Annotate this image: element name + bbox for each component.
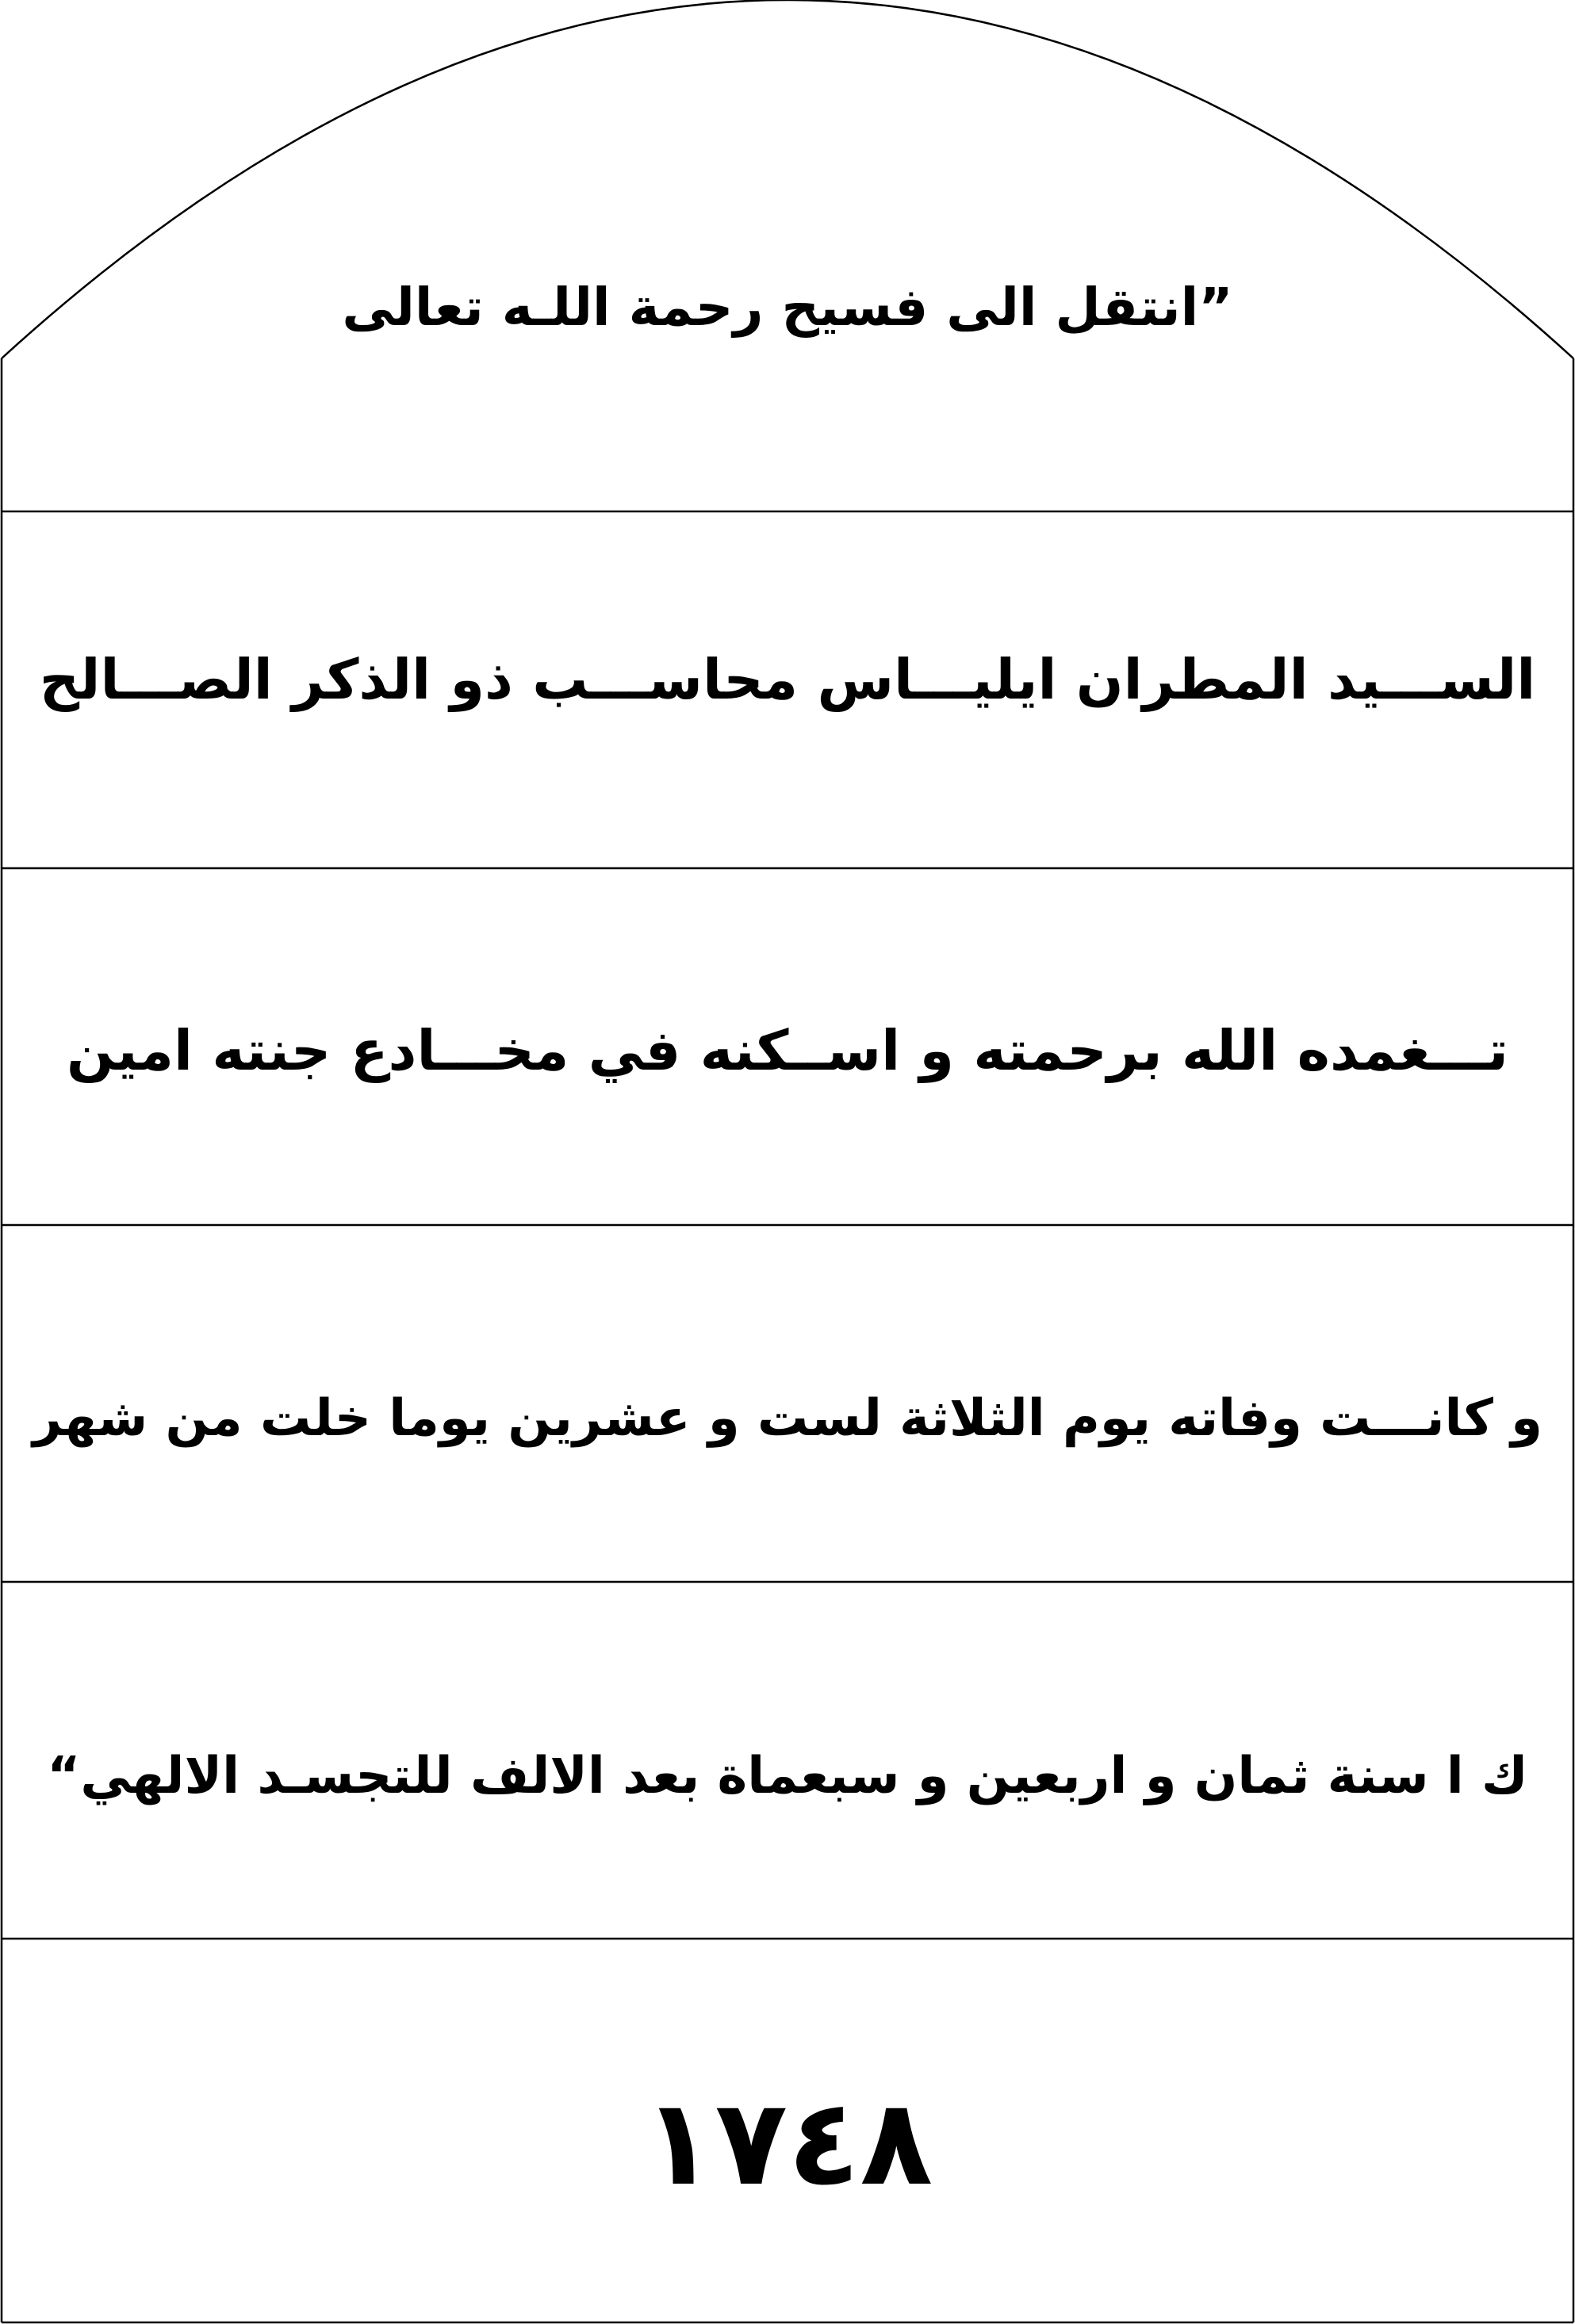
- inscription-line-1-text: ”انتقل الى فسيح رحمة اللـه تعالى: [342, 277, 1233, 338]
- inscription-year-text: ١٧٤٨: [642, 2074, 933, 2212]
- inscription-year: [0, 2074, 1575, 2212]
- inscription-line-2-text: الســـيد المطران ايليـــاس محاســـب ذو الذكر الصـــالح: [39, 647, 1536, 712]
- inscription-line-1: [0, 277, 1575, 338]
- inscription-line-5: [0, 1747, 1575, 1805]
- inscription-line-2: [0, 647, 1575, 712]
- inscription-line-5-text: ك ا سنة ثمان و اربعين و سبعماة بعد الالف للتجسـد الالهي“: [47, 1747, 1528, 1805]
- inscription-line-4-text: و كانـــت وفاته يوم الثلاثة لست و عشرين يوما خلت من شهر: [33, 1389, 1542, 1448]
- inscription-line-4: [0, 1389, 1575, 1448]
- inscription-line-3: [0, 1018, 1575, 1083]
- inscription-line-3-text: تـــغمده الله برحمته و اســكنه في مخـــادع جنته امين: [67, 1018, 1508, 1083]
